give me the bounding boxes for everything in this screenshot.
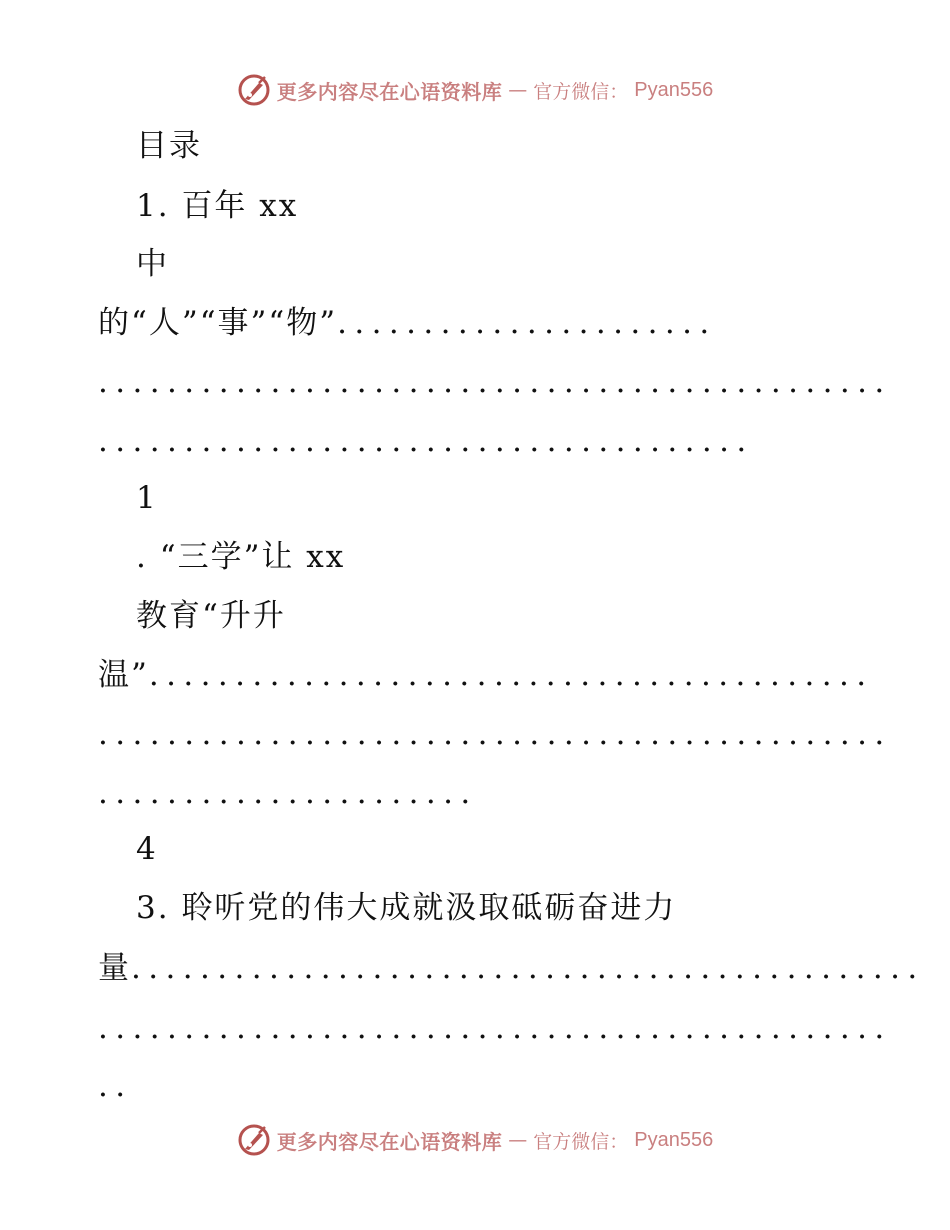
toc-entry-3-leader-1: .............................................. (131, 950, 925, 986)
banner-wechat-id: Pyan556 (634, 1128, 714, 1151)
toc-entry-3-title (136, 888, 676, 928)
toc-entry-1-title-part1: 百年 xx (181, 188, 299, 224)
banner-main-text: 更多内容尽在心语资料库 (276, 79, 503, 104)
toc-heading: 目录 (136, 128, 202, 164)
toc-entry-2-line3 (98, 655, 874, 695)
header-banner (0, 70, 950, 110)
toc-entry-2-leader-2-text: .............................................. (98, 716, 892, 752)
toc-entry-3-line2 (98, 948, 925, 988)
toc-entry-1-leader-1: ...................... (337, 305, 717, 341)
quill-seal-icon (237, 73, 271, 107)
toc-entry-1-title-part3: 的“人”“事”“物” (98, 305, 338, 341)
toc-entry-2-title (136, 537, 345, 577)
toc-entry-2-leader-1: .......................................... (148, 657, 874, 693)
toc-entry-3-title-part1: 聆听党的伟大成就汲取砥砺奋进力 (181, 890, 677, 926)
toc-entry-2-page: 4 (136, 831, 158, 867)
toc-entry-3-leader-3 (98, 1066, 840, 1106)
toc-entry-3-leader-2 (98, 1008, 892, 1048)
toc-entry-2-leader-3-text: ...................... (98, 775, 478, 811)
quill-seal-icon (237, 1123, 271, 1157)
footer-banner (0, 1120, 950, 1160)
banner-wechat-id: Pyan556 (634, 78, 714, 101)
toc-entry-3-title-part2: 量 (98, 950, 131, 986)
toc-entry-3-number: 3. (136, 890, 170, 926)
toc-entry-1-page: 1 (136, 480, 158, 516)
toc-entry-2-leader-3 (98, 773, 840, 813)
toc-entry-2-title-part1: “三学”让 xx (159, 539, 346, 575)
banner-dash: — (508, 1129, 528, 1151)
toc-entry-1-leader-3-text: ...................................... (98, 423, 754, 459)
toc-entry-2-leader-2 (98, 714, 892, 754)
toc-entry-2-title-part2: 教育“升升 (136, 598, 286, 634)
banner-dash: — (508, 79, 528, 101)
toc-entry-1-leader-3 (98, 421, 840, 461)
toc-entry-1-leader-2 (98, 362, 892, 402)
banner-main-text: 更多内容尽在心语资料库 (276, 1129, 503, 1154)
toc-entry-1-title-part2: 中 (136, 246, 169, 282)
toc-entry-2-title-part3: 温” (98, 657, 149, 693)
toc-entry-1-leader-2-text: .............................................. (98, 364, 892, 400)
toc-entry-3-leader-2-text: .............................................. (98, 1010, 892, 1046)
toc-entry-1-number: 1. (136, 188, 170, 224)
toc-entry-2-number: . (136, 539, 148, 575)
toc-entry-1-title (136, 186, 298, 226)
toc-entry-3-leader-3-text: .. (98, 1068, 133, 1104)
banner-wechat-label: 官方微信： (533, 1130, 629, 1153)
toc-entry-1-line3 (98, 303, 840, 343)
banner-wechat-label: 官方微信： (533, 80, 629, 103)
